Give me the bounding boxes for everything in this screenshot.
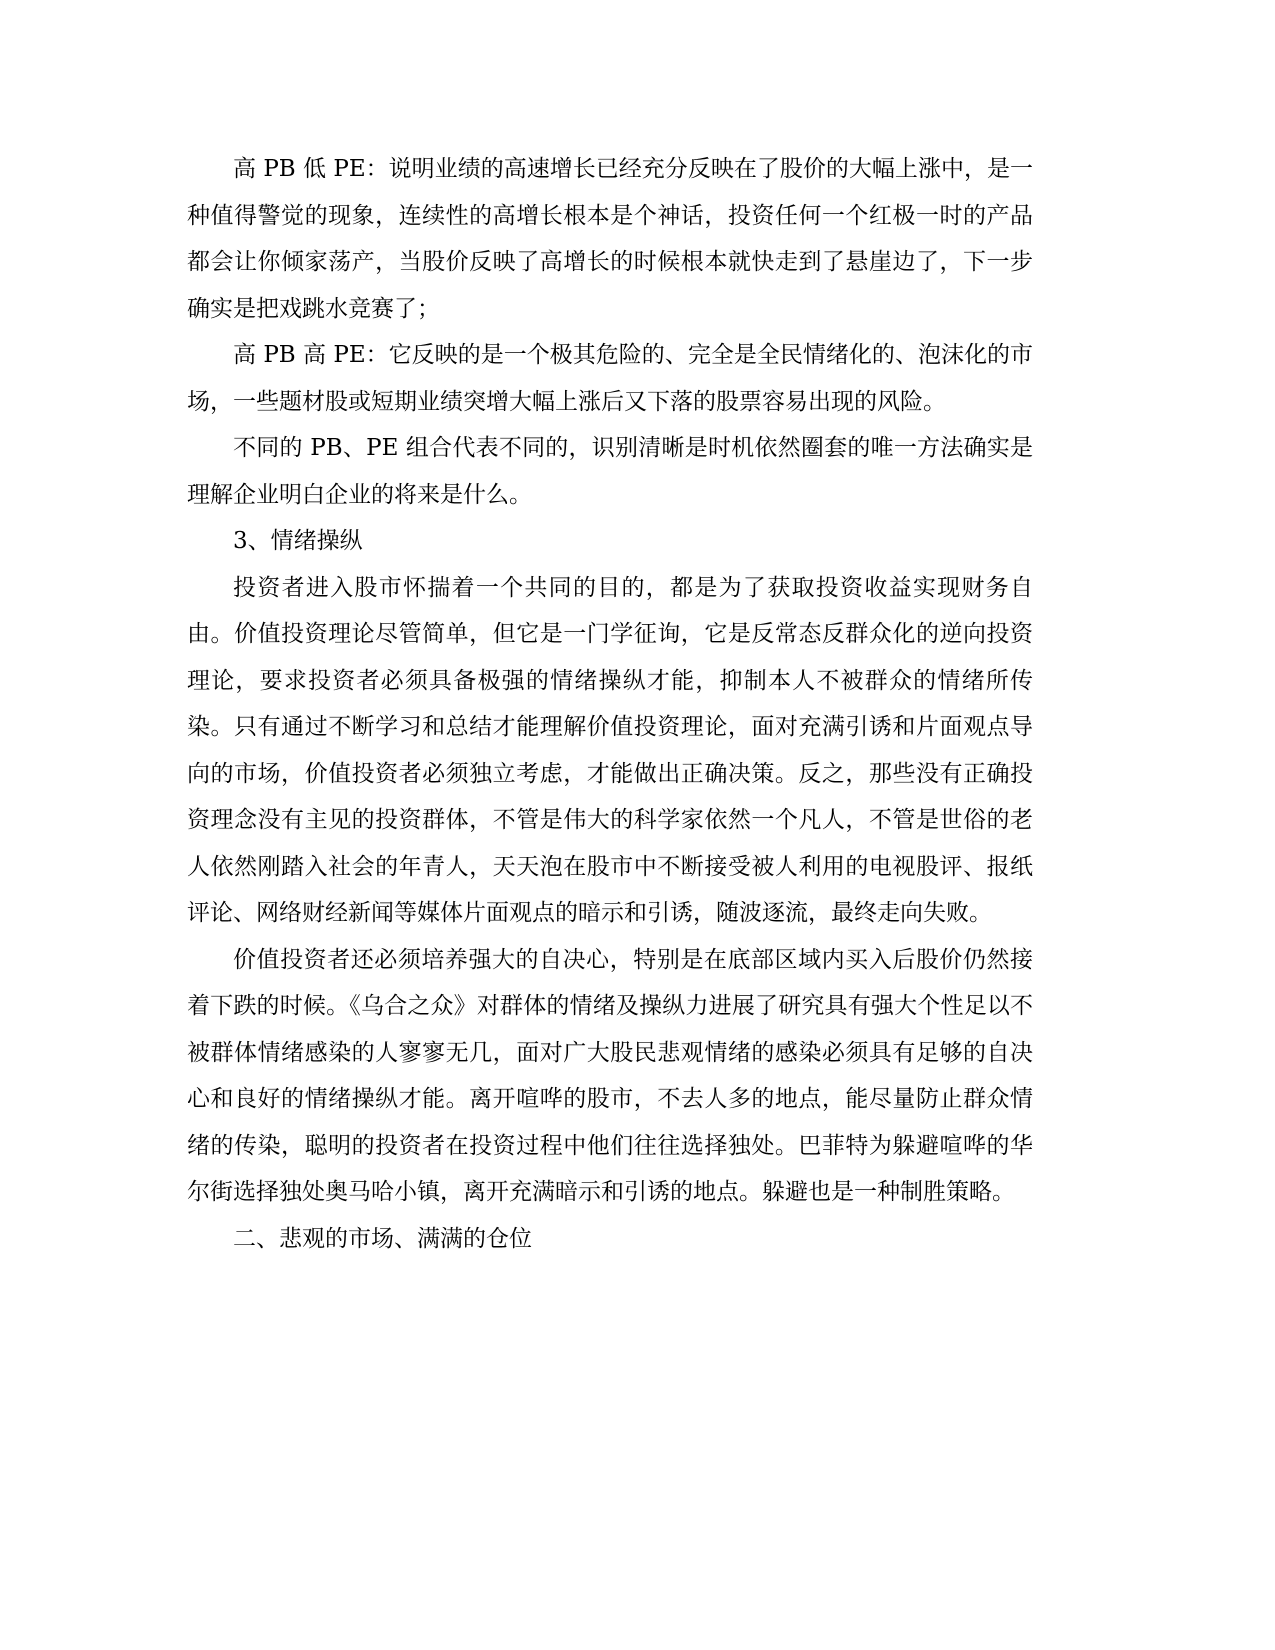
paragraph-high-pb-low-pe: 高 PB 低 PE：说明业绩的高速增长已经充分反映在了股价的大幅上涨中，是一种值得警觉的现象，连续性的高增长根本是个神话，投资任何一个红极一时的产品都会让你倾家荡产，当股价反映了高增长的时候根本就快走到了悬崖边了，下一步确实是把戏跳水竞赛了； <box>187 156 1033 322</box>
paragraph-pb-pe-combination: 不同的 PB、PE 组合代表不同的，识别清晰是时机依然圈套的唯一方法确实是理解企业明白企业的将来是什么。 <box>187 435 1033 508</box>
section-heading-pessimistic-market: 二、悲观的市场、满满的仓位 <box>233 1225 532 1252</box>
paragraph-determination: 价值投资者还必须培养强大的自决心，特别是在底部区域内买入后股价仍然接着下跌的时候。《乌合之众》对群体的情绪及操纵力进展了研究具有强大个性足以不被群体情绪感染的人寥寥无几，面对广大股民悲观情绪的感染必须具有足够的自决心和良好的情绪操纵才能。离开喧哗的股市，不去人多的地点，能尽量防止群众情绪的传染，聪明的投资者在投资过程中他们往往选择独处。巴菲特为躲避喧哗的华尔街选择独处奥马哈小镇，离开充满暗示和引诱的地点。躲避也是一种制胜策略。 <box>187 946 1033 1205</box>
document-page <box>187 146 1033 1262</box>
section-heading-emotion-control: 3、情绪操纵 <box>233 528 363 554</box>
paragraph-high-pb-high-pe: 高 PB 高 PE：它反映的是一个极其危险的、完全是全民情绪化的、泡沫化的市场，一些题材股或短期业绩突增大幅上涨后又下落的股票容易出现的风险。 <box>187 342 1033 415</box>
paragraph-investor-emotion: 投资者进入股市怀揣着一个共同的目的，都是为了获取投资收益实现财务自由。价值投资理论尽管简单，但它是一门学征询，它是反常态反群众化的逆向投资理论，要求投资者必须具备极强的情绪操纵才能，抑制本人不被群众的情绪所传染。只有通过不断学习和总结才能理解价值投资理论，面对充满引诱和片面观点导向的市场，价值投资者必须独立考虑，才能做出正确决策。反之，那些没有正确投资理念没有主见的投资群体，不管是伟大的科学家依然一个凡人，不管是世俗的老人依然刚踏入社会的年青人，天天泡在股市中不断接受被人利用的电视股评、报纸评论、网络财经新闻等媒体片面观点的暗示和引诱，随波逐流，最终走向失败。 <box>187 574 1033 926</box>
